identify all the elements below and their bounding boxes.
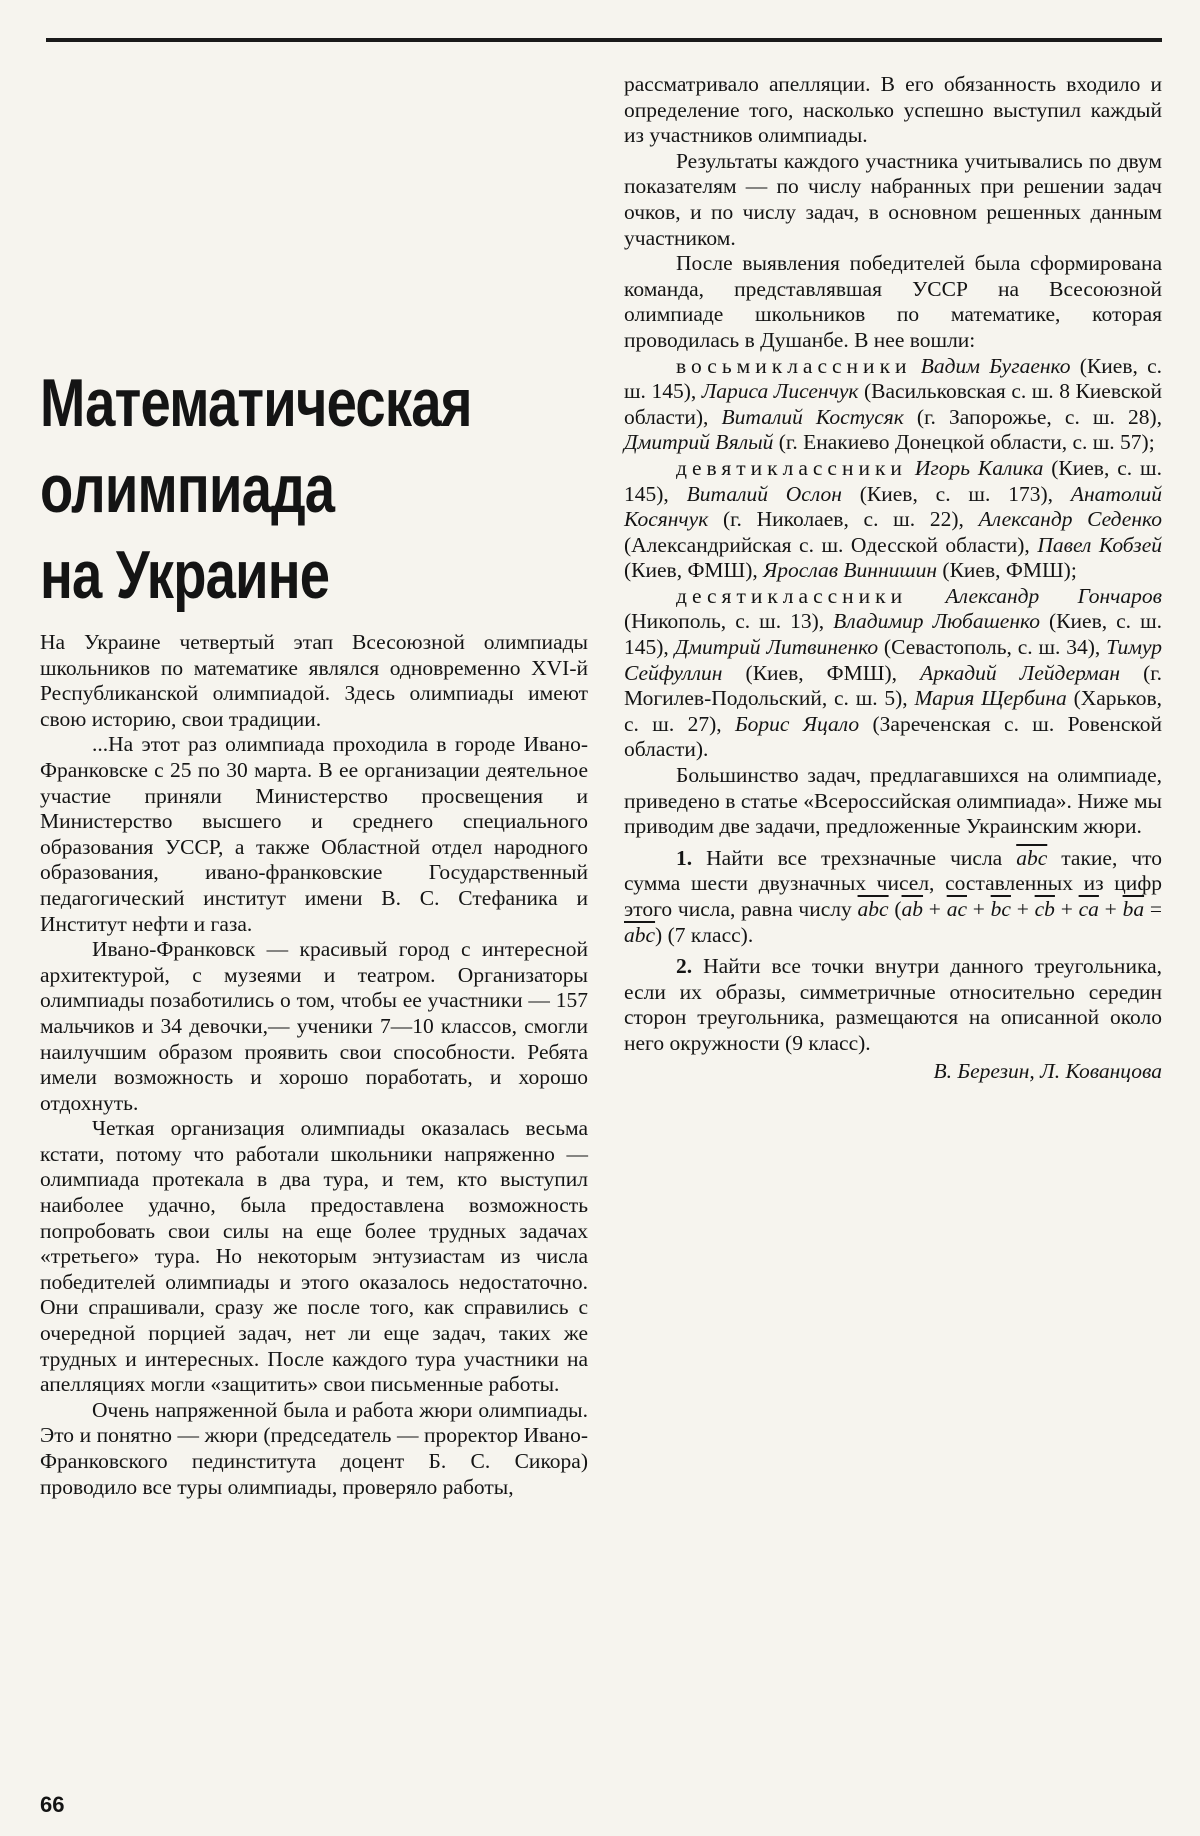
participant-school: (Никополь, с. ш. 13), [624, 609, 834, 634]
math-expression: $\overline{abc}$ [857, 897, 889, 921]
grade9-team-list [624, 456, 1162, 584]
participant-school: (Киев, с. ш. 145), [624, 609, 1162, 660]
article-title [40, 360, 472, 618]
participant-name: Александр Седенко [978, 507, 1162, 532]
title-line-1: Математическая [40, 365, 472, 441]
participant-name: Аркадий Лейдерман [920, 660, 1121, 685]
grade10-label: десятиклассники [676, 583, 908, 608]
participant-name: Вадим Бугаенко [920, 353, 1071, 378]
problem-text: такие, что сумма шести двузначных чисел, составленных из цифр этого числа, равна числу [624, 845, 1163, 921]
title-line-2: олимпиада [40, 451, 335, 527]
participant-name: Владимир Любашенко [833, 609, 1040, 634]
math-expression: $\overline{cb}$ [1034, 897, 1055, 921]
math-expression: $\overline{ac}$ [946, 897, 967, 921]
body-paragraph: рассматривало апелляции. В его обязанность входило и определение того, насколько успешно выступил каждый из участников олимпиады. [624, 72, 1162, 148]
body-paragraph: Очень напряженной была и работа жюри олимпиады. Это и понятно — жюри (председатель — проректор Ивано-Франковского пединститута доцент Б. С. Сикора) проводило все туры олимпиады, проверяло работы, [40, 1397, 588, 1499]
participant-school: (Киев, ФМШ), [624, 558, 764, 583]
title-line-3: на Украине [40, 537, 330, 613]
participant-school: (Киев, с. ш. 145), [624, 455, 1162, 506]
participant-name: Мария Щербина [914, 686, 1067, 711]
math-expression: $\overline{bc}$ [990, 897, 1011, 921]
participant-school: (г. Николаев, с. ш. 22), [708, 507, 979, 532]
problem-text: ) (7 класс). [655, 922, 754, 947]
math-expression: $\overline{abc}$ [624, 922, 656, 947]
problem-2 [624, 954, 1162, 1056]
problem-2-number: 2. [676, 954, 693, 979]
participant-school: (Киев, ФМШ); [937, 558, 1077, 583]
participant-name: Анатолий Косянчук [624, 481, 1162, 532]
intro-paragraph: На Украине четвертый этап Всесоюзной олимпиады школьников по математике являлся одновременно XVI-й Республиканской олимпиадой. Здесь олимпиады имеют свою историю, свои традиции. [40, 630, 588, 731]
right-column [624, 72, 1162, 1084]
problem-text: Найти все точки внутри данного треугольника, если их образы, симметричные относительно середин сторон треугольника, размещаются на описанной около него окружности (9 класс). [624, 954, 1162, 1055]
body-paragraph: ...На этот раз олимпиада проходила в городе Ивано-Франковске с 25 по 30 марта. В ее организации деятельное участие приняли Министерство просвещения и Министерство высшего и среднего специального образования УССР, а также Областной отдел народного образования, ивано-франковские Государственный педагогический институт имени В. С. Стефаника и Институт нефти и газа. [40, 732, 588, 936]
plus-sign: + [1054, 897, 1079, 921]
grade8-team-list [624, 354, 1162, 456]
participant-name: Борис Яцало [734, 711, 860, 736]
top-rule [46, 38, 1162, 42]
participant-name: Лариса Лисенчук [701, 379, 859, 404]
participant-school: (Севастополь, с. ш. 34), [878, 635, 1107, 660]
equals-sign: = [1144, 897, 1162, 921]
math-expression: $\overline{ba}$ [1122, 897, 1145, 921]
problem-1-number: 1. [676, 845, 693, 870]
problem-text: ( [888, 897, 902, 921]
participant-school: (Киев, с. ш. 173), [841, 481, 1071, 506]
problem-text: Найти все трехзначные числа [692, 845, 1017, 870]
participant-name: Дмитрий Вялый [624, 430, 774, 455]
body-paragraph: После выявления победителей была сформирована команда, представлявшая УССР на Всесоюзной олимпиаде школьников по математике, которая проводилась в Душанбе. В нее вошли: [624, 251, 1162, 352]
grade8-label: восьмиклассники [676, 353, 912, 378]
plus-sign: + [1098, 897, 1123, 921]
page-number: 66 [40, 1792, 65, 1817]
body-paragraph: Большинство задач, предлагавшихся на олимпиаде, приведено в статье «Всероссийская олимпиада». Ниже мы приводим две задачи, предложенные Украинским жюри. [624, 763, 1162, 839]
math-expression: $\overline{ca}$ [1078, 897, 1099, 921]
participant-school: (Зареченская с. ш. Ровенской области). [624, 711, 1162, 762]
participant-school: (Киев, с. ш. 145), [624, 353, 1163, 404]
left-column [40, 630, 588, 1500]
math-expression: $\overline{ab}$ [901, 897, 924, 921]
participant-name: Александр Гончаров [945, 583, 1162, 608]
participant-name: Виталий Ослон [686, 481, 842, 506]
author-signature: В. Березин, Л. Кованцова [933, 1058, 1162, 1083]
participant-school: (Киев, ФМШ), [722, 660, 921, 685]
participant-school: (Александрийская с. ш. Одесской области), [624, 532, 1038, 557]
participant-name: Игорь Калика [914, 455, 1044, 480]
participant-school: (Харьков, с. ш. 27), [624, 686, 1162, 736]
participant-school: (Васильковская с. ш. 8 Киевской области), [624, 379, 1163, 429]
participant-school: (г. Енакиево Донецкой области, с. ш. 57); [773, 430, 1155, 455]
body-paragraph: Ивано-Франковск — красивый город с интересной архитектурой, с музеями и театром. Организаторы олимпиады позаботились о том, чтобы ее участники — 157 мальчиков и 34 девочки,— ученики 7—10 классов, смогли наилучшим образом проявить свои способности. Ребята имели возможность и хорошо поработать, и хорошо отдохнуть. [40, 937, 588, 1115]
body-paragraph: Четкая организация олимпиады оказалась весьма кстати, потому что работали школьники напряженно — олимпиада протекала в два тура, и тем, кто выступил наиболее удачно, была предоставлена возможность попробовать свои силы на еще более трудных задачах «третьего» тура. Но некоторым энтузиастам из числа победителей олимпиады и этого оказалось недостаточно. Они спрашивали, сразу же после того, как справились с очередной порцией задач, нет ли еще задач, таких же трудных и интересных. После каждого тура участники на апелляциях могли «защитить» свои письменные работы. [40, 1116, 588, 1397]
participant-name: Тимур Сейфуллин [624, 635, 1162, 685]
plus-sign: + [923, 897, 947, 921]
participant-name: Дмитрий Литвиненко [674, 635, 879, 660]
participant-school: (г. Запорожье, с. ш. 28), [903, 404, 1162, 429]
body-paragraph: Результаты каждого участника учитывались по двум показателям — по числу набранных при решении задач очков, и по числу задач, в основном решенных данным участником. [624, 148, 1162, 250]
participant-school: (г. Могилев-Подольский, с. ш. 5), [624, 660, 1163, 711]
plus-sign: + [967, 897, 991, 921]
grade9-label: девятиклассники [676, 455, 907, 480]
grade10-team-list [624, 584, 1162, 763]
participant-name: Виталий Костусяк [721, 404, 904, 429]
problem-1 [624, 846, 1162, 948]
participant-name: Павел Кобзей [1037, 532, 1162, 557]
plus-sign: + [1010, 897, 1035, 921]
participant-name: Ярослав Виннишин [763, 558, 938, 583]
math-expression: $\overline{abc}$ [1016, 845, 1048, 870]
